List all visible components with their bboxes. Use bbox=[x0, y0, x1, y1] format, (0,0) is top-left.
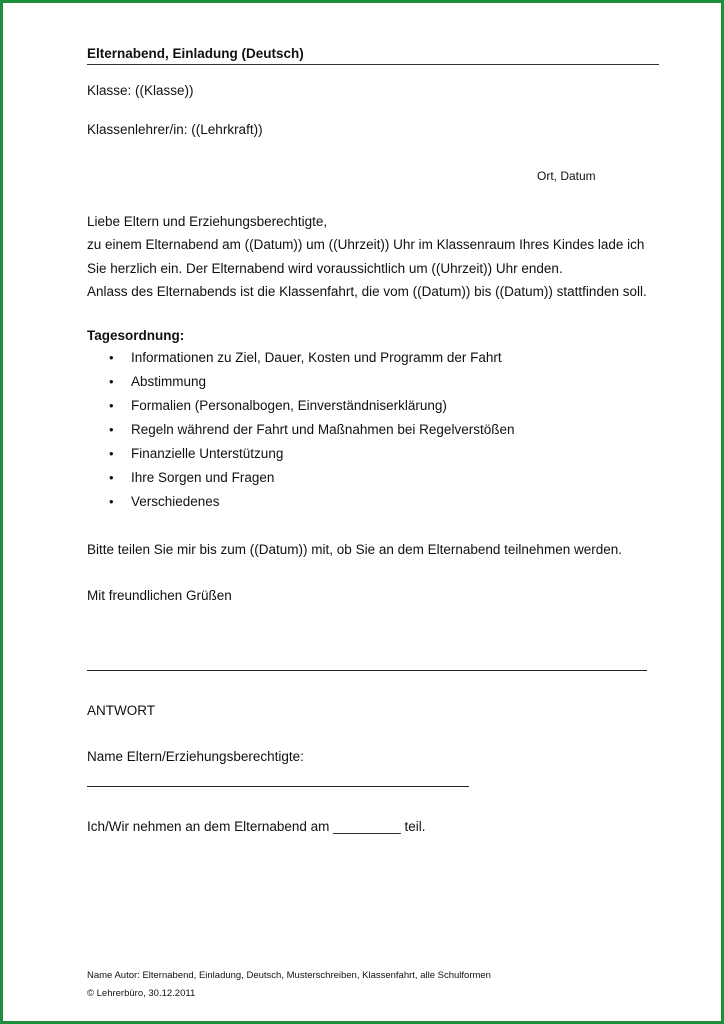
name-line bbox=[87, 786, 469, 787]
letter-line: Sie herzlich ein. Der Elternabend wird voraussichtlich um ((Uhrzeit)) Uhr enden. bbox=[87, 260, 563, 276]
bullet-icon: • bbox=[109, 398, 114, 413]
list-item-label: Informationen zu Ziel, Dauer, Kosten und Programm der Fahrt bbox=[131, 350, 502, 365]
teacher-field: Klassenlehrer/in: ((Lehrkraft)) bbox=[87, 122, 263, 137]
letter-body bbox=[87, 210, 647, 303]
title-divider bbox=[87, 64, 659, 65]
list-item bbox=[87, 420, 514, 444]
list-item-label: Abstimmung bbox=[131, 374, 207, 389]
bullet-icon: • bbox=[109, 446, 114, 461]
bullet-icon: • bbox=[109, 494, 114, 509]
list-item bbox=[87, 372, 514, 396]
answer-heading: ANTWORT bbox=[87, 703, 155, 718]
bullet-icon: • bbox=[109, 350, 114, 365]
list-item bbox=[87, 468, 514, 492]
bullet-icon: • bbox=[109, 374, 114, 389]
closing-greeting: Mit freundlichen Grüßen bbox=[87, 588, 232, 603]
bullet-icon: • bbox=[109, 470, 114, 485]
agenda-title: Tagesordnung: bbox=[87, 328, 185, 343]
letter-line: Anlass des Elternabends ist die Klassenfahrt, die vom ((Datum)) bis ((Datum)) stattfinden soll. bbox=[87, 283, 647, 299]
list-item-label: Regeln während der Fahrt und Maßnahmen bei Regelverstößen bbox=[131, 422, 515, 437]
agenda-list bbox=[87, 348, 514, 516]
place-date: Ort, Datum bbox=[537, 169, 596, 183]
reply-request: Bitte teilen Sie mir bis zum ((Datum)) mit, ob Sie an dem Elternabend teilnehmen werden. bbox=[87, 542, 622, 557]
letter-line: zu einem Elternabend am ((Datum)) um ((Uhrzeit)) Uhr im Klassenraum Ihres Kindes lade ich bbox=[87, 237, 645, 253]
bullet-icon: • bbox=[109, 422, 114, 437]
list-item-label: Verschiedenes bbox=[131, 494, 220, 509]
attendance-line: Ich/Wir nehmen an dem Elternabend am _________ teil. bbox=[87, 819, 426, 834]
list-item-label: Ihre Sorgen und Fragen bbox=[131, 470, 275, 485]
list-item bbox=[87, 396, 514, 420]
salutation: Liebe Eltern und Erziehungsberechtigte, bbox=[87, 214, 328, 229]
footer-copyright: © Lehrerbüro, 30.12.2011 bbox=[87, 988, 196, 999]
signature-line bbox=[87, 670, 647, 671]
document-title: Elternabend, Einladung (Deutsch) bbox=[87, 46, 304, 61]
list-item bbox=[87, 348, 514, 372]
list-item bbox=[87, 444, 514, 468]
footer-author: Name Autor: Elternabend, Einladung, Deutsch, Musterschreiben, Klassenfahrt, alle Schulformen bbox=[87, 970, 491, 981]
name-label: Name Eltern/Erziehungsberechtigte: bbox=[87, 749, 304, 764]
list-item-label: Formalien (Personalbogen, Einverständniserklärung) bbox=[131, 398, 447, 413]
list-item bbox=[87, 492, 514, 516]
list-item-label: Finanzielle Unterstützung bbox=[131, 446, 284, 461]
class-field: Klasse: ((Klasse)) bbox=[87, 83, 194, 98]
